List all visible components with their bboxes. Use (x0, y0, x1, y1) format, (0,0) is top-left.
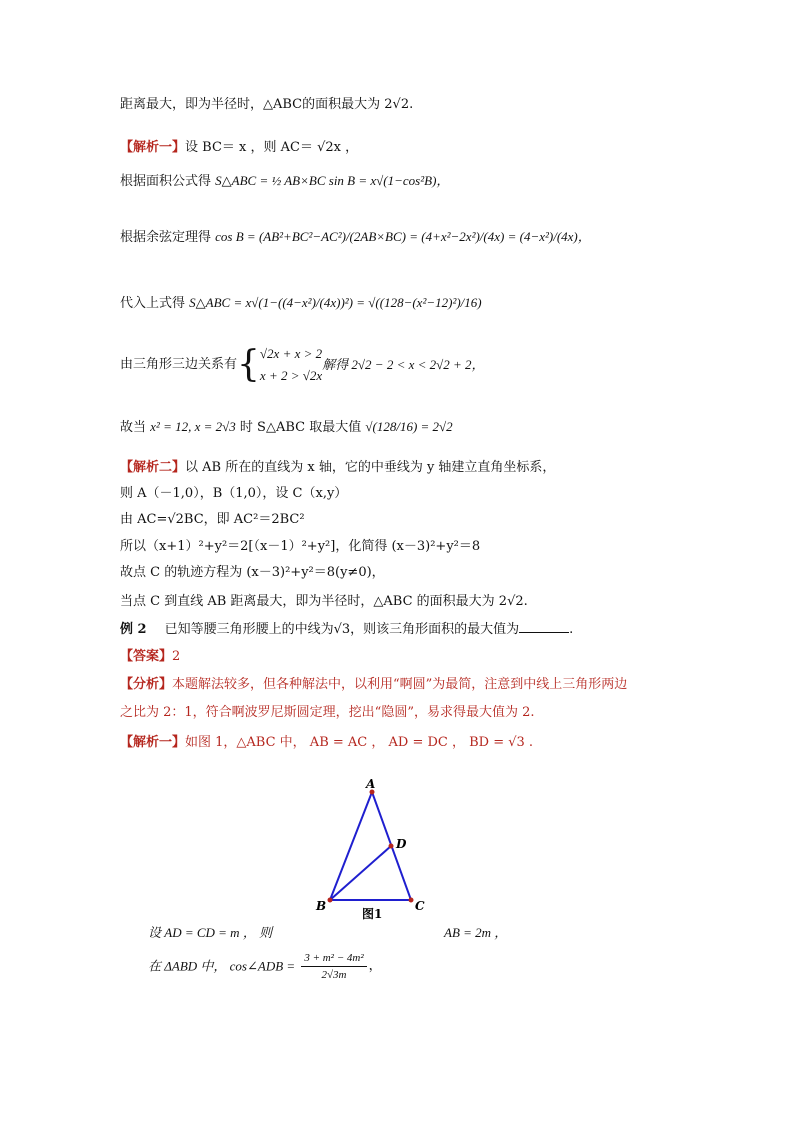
sol2-title: 【解析二】 (120, 460, 186, 475)
cos-formula: cos B = (AB²+BC²−AC²)/(2AB×BC) = (4+x²−2x²)/(4x) = (4−x²)/(4x)， (215, 229, 591, 244)
answer-blank (519, 620, 569, 633)
bottom-set-line: 设 AD = CD = m ， 则 (148, 925, 273, 940)
example-label: 例 2 (120, 622, 147, 637)
answer-value: 2 (172, 649, 181, 664)
sol1-final-line: 故当 x² = 12, x = 2√3 时 S△ABC 取最大值 √(128/16) = 2√2 (120, 419, 453, 435)
line-top: 距离最大，即为半径时，△ABC的面积最大为 2√2. (120, 97, 414, 112)
system-brace: { (237, 344, 260, 385)
figure-1 (300, 770, 450, 920)
sol1-sub-line: 代入上式得 S△ABC = x√(1−((4−x²)/(4x))²) = √((128−(x²−12)²)/16) (120, 295, 482, 311)
sol1-set-line (120, 139, 358, 157)
label-b: B (316, 899, 327, 913)
sol2-line1: 【解析二】以 AB 所在的直线为 x 轴，它的中垂线为 y 轴建立直角坐标系， (120, 460, 556, 475)
sol2-line6: 当点 C 到直线 AB 距离最大，即为半径时，△ABC 的面积最大为 2√2. (120, 594, 528, 609)
median-bd (330, 846, 391, 900)
sol2-line4: 所以（x+1）²+y²＝2[（x－1）²+y²]，化简得 (x－3)²+y²＝8 (120, 539, 481, 554)
point-d (389, 844, 394, 849)
label-c: C (415, 899, 425, 913)
sol1-cos-line: 根据余弦定理得 cos B = (AB²+BC²−AC²)/(2AB×BC) = (4+x²−2x²)/(4x) = (4−x²)/(4x)， (120, 229, 591, 245)
bottom-cos-line: 在 ΔABD 中， cos∠ADB = $\frac{\text{3 + m² − 4m²}}{2√3m}$ ， (148, 952, 382, 981)
example2-solution-line: 【解析一】如图 1，△ABC 中， AB = AC ， AD = DC ， BD = √3 . (120, 735, 534, 750)
side-ab (330, 792, 372, 900)
point-b (328, 898, 333, 903)
point-c (409, 898, 414, 903)
sol2-line2: 则 A（－1,0），B（1,0），设 C（x,y） (120, 486, 348, 501)
analysis-title: 【分析】 (120, 677, 173, 692)
example2-analysis-line2: 之比为 2：1，符合啊波罗尼斯圆定理，挖出“隐圆”，易求得最大值为 2. (120, 705, 535, 720)
label-a: A (366, 777, 376, 791)
area-formula: S△ABC = ½ AB×BC sin B = x√(1−cos²B)， (215, 173, 450, 188)
sol1-set: 设 BC＝ x ，则 AC＝ √2x ， (185, 140, 359, 155)
example2-question-line: 例 2 已知等腰三角形腰上的中线为√3，则该三角形面积的最大值为 . (120, 622, 574, 637)
sol2-line5: 故点 C 的轨迹方程为 (x－3)²+y²＝8(y≠0)， (120, 565, 385, 580)
example2-answer-line (120, 648, 180, 666)
answer-title: 【答案】 (120, 649, 173, 664)
cos-adb-fraction: $\frac{\text{3 + m² − 4m²}}{2√3m}$ (301, 950, 366, 983)
figure-caption: 图1 (362, 907, 383, 920)
bottom-ab-line: AB = 2m ， (444, 925, 508, 940)
sol2-line3: 由 AC=√2BC，即 AC²＝2BC² (120, 512, 305, 527)
sol1-tri-line: 由三角形三边关系有{ √2x + x > 2 x + 2 > √2x 解得 2√2 − 2 < x < 2√2 + 2， (120, 344, 485, 385)
label-d: D (396, 837, 407, 851)
sol1-title: 【解析一】 (120, 140, 186, 155)
sol1-area-line: 根据面积公式得 S△ABC = ½ AB×BC sin B = x√(1−cos²B)， (120, 173, 450, 189)
example2-sol-title: 【解析一】 (120, 735, 186, 750)
inequality-system: √2x + x > 2 x + 2 > √2x (259, 346, 323, 383)
sub-formula: S△ABC = x√(1−((4−x²)/(4x))²) = √((128−(x²−12)²)/16) (189, 295, 482, 310)
example2-analysis-line1: 【分析】本题解法较多，但各种解法中，以利用“啊圆”为最简，注意到中线上三角形两边 (120, 677, 628, 692)
